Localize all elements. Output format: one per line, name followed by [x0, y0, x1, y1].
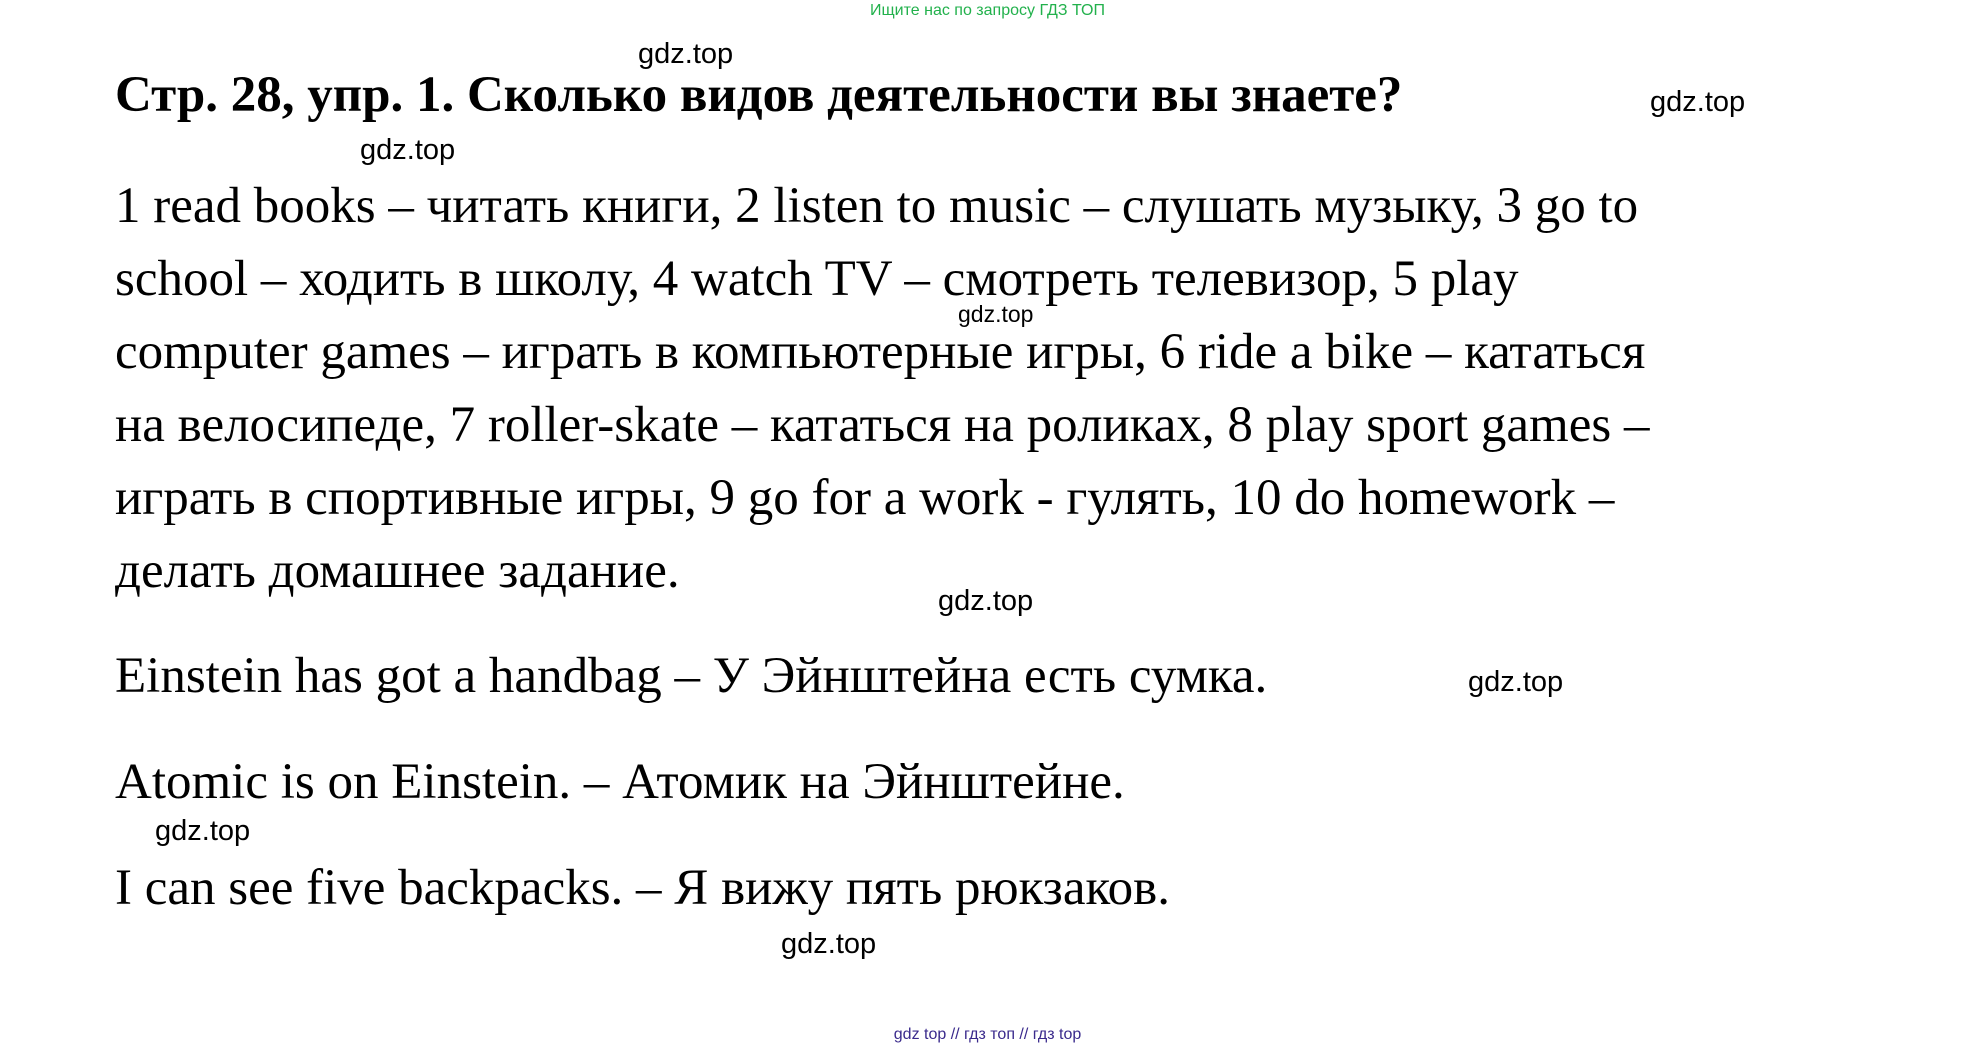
sentence-3: I can see five backpacks. – Я вижу пять рюкзаков. — [115, 860, 1170, 916]
sentence-1: Einstein has got a handbag – У Эйнштейна есть сумка. — [115, 648, 1268, 704]
answer-line-3: computer games – играть в компьютерные игры, 6 ride a bike – кататься — [115, 324, 1646, 380]
watermark: gdz.top — [155, 815, 251, 847]
watermark: gdz.top — [638, 38, 734, 70]
watermark: gdz.top — [1650, 86, 1746, 118]
footer-links: gdz top // гдз топ // гдз top — [893, 1026, 1082, 1043]
answer-line-5: играть в спортивные игры, 9 go for a work - гулять, 10 do homework – — [115, 470, 1615, 526]
watermark: gdz.top — [1468, 666, 1564, 698]
answer-line-1: 1 read books – читать книги, 2 listen to music – слушать музыку, 3 go to — [115, 178, 1639, 234]
sentence-2: Atomic is on Einstein. – Атомик на Эйнштейне. — [115, 754, 1125, 810]
answer-line-2: school – ходить в школу, 4 watch TV – смотреть телевизор, 5 play — [115, 251, 1519, 307]
watermark: gdz.top — [781, 928, 877, 960]
watermark: gdz.top — [938, 585, 1034, 617]
exercise-heading: Стр. 28, упр. 1. Сколько видов деятельности вы знаете? — [115, 67, 1403, 123]
answer-line-4: на велосипеде, 7 roller-skate – кататься на роликах, 8 play sport games – — [115, 397, 1650, 453]
watermark: gdz.top — [360, 134, 456, 166]
answer-line-6: делать домашнее задание. — [115, 543, 680, 599]
watermark: gdz.top — [958, 301, 1034, 327]
top-banner: Ищите нас по запросу ГДЗ ТОП — [870, 2, 1105, 19]
